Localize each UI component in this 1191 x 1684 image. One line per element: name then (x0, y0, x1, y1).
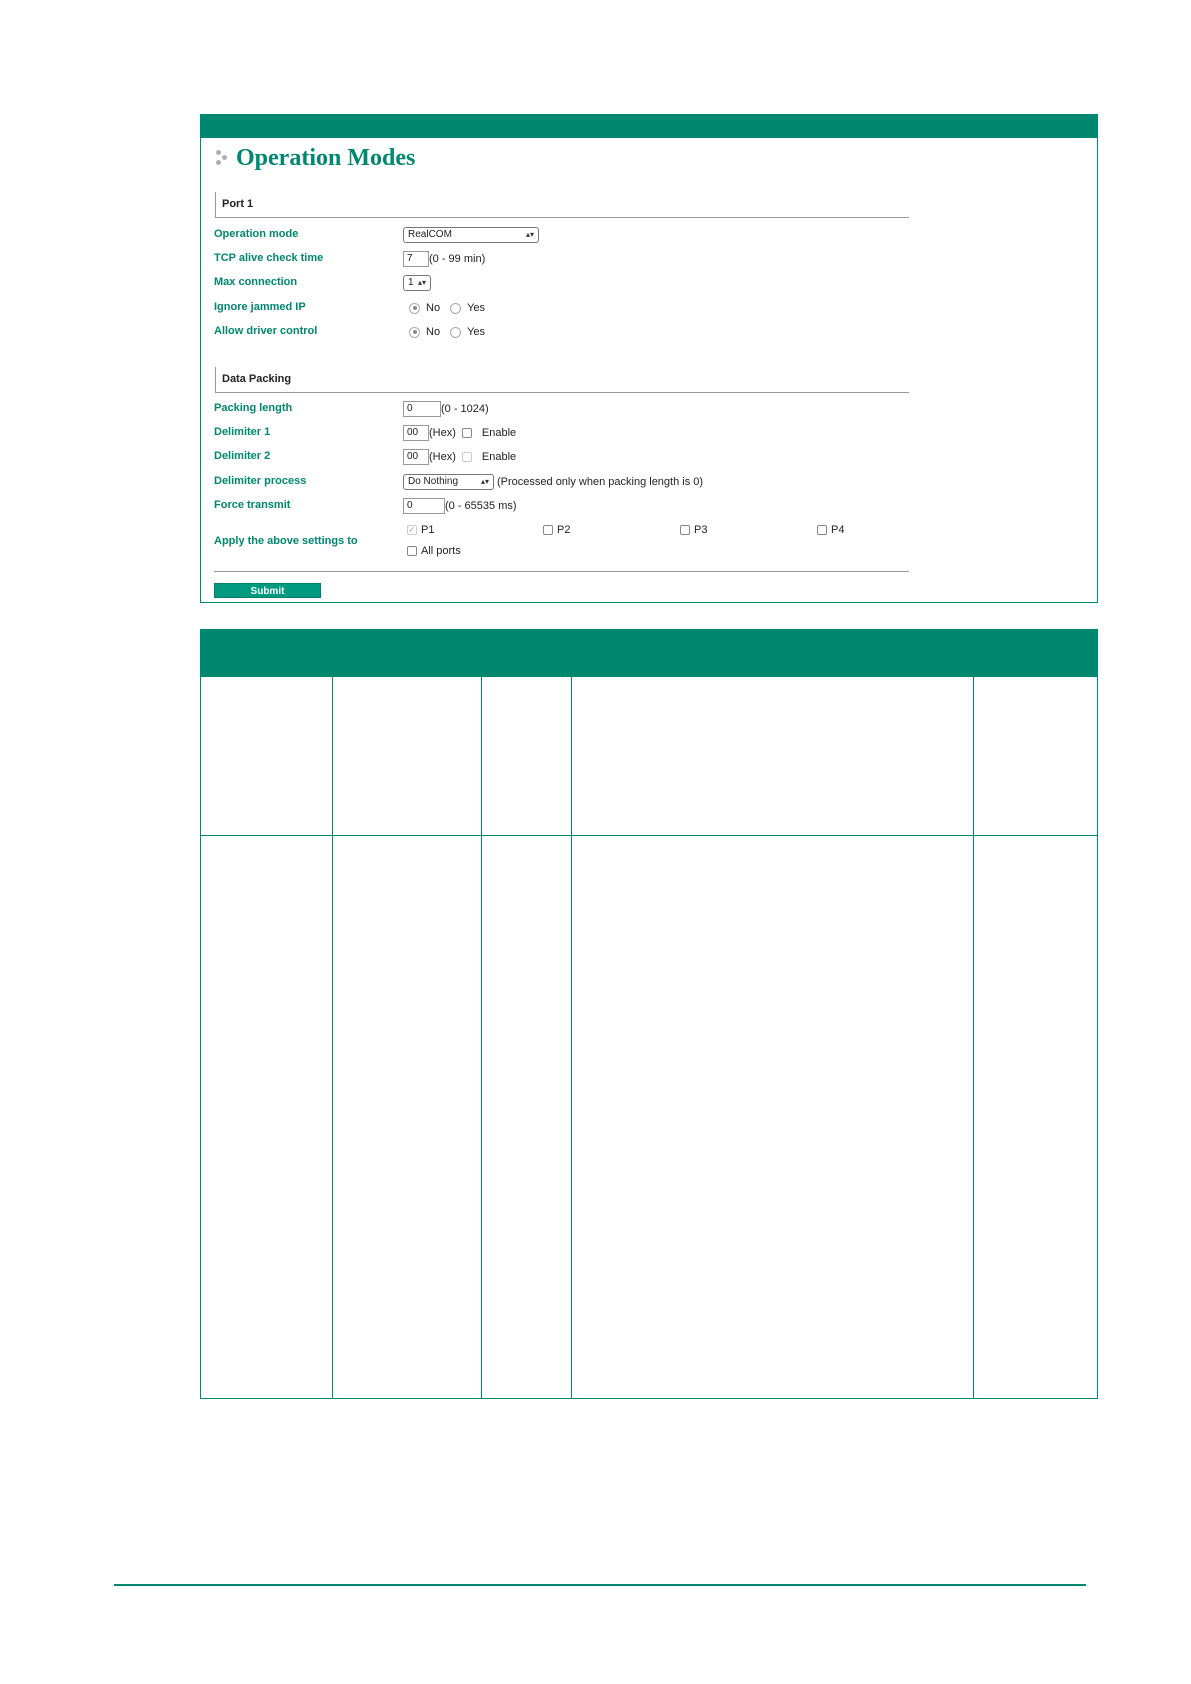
page-title-text: Operation Modes (236, 144, 416, 171)
page-title (216, 140, 415, 176)
delimiter-process-label: Delimiter process (214, 475, 307, 487)
max-connection-value: 1 (408, 277, 414, 288)
all-ports[interactable] (407, 543, 461, 559)
p3-label: P3 (694, 524, 708, 536)
column-divider (571, 630, 572, 1398)
row-packing-length (214, 399, 914, 419)
row-force-transmit (214, 496, 914, 516)
all-ports-checkbox[interactable] (407, 546, 417, 556)
section-data-packing-label: Data Packing (222, 373, 292, 385)
row-divider (201, 835, 1097, 836)
ignore-jammed-ip-no-label: No (426, 302, 441, 314)
tcp-alive-hint: (0 - 99 min) (429, 253, 486, 265)
description-table (200, 629, 1098, 1399)
port-p1[interactable] (407, 522, 434, 538)
delimiter-2-enable-label: Enable (481, 451, 517, 463)
port-p3[interactable] (680, 522, 707, 538)
dots-icon (216, 148, 232, 168)
updown-arrow-icon: ▴▾ (417, 278, 426, 287)
p2-checkbox[interactable] (543, 525, 553, 535)
ignore-jammed-ip-label: Ignore jammed IP (214, 301, 306, 313)
max-connection-label: Max connection (214, 276, 298, 288)
force-transmit-input[interactable]: 0 (403, 498, 445, 514)
all-ports-label: All ports (421, 545, 461, 557)
packing-length-label: Packing length (214, 402, 293, 414)
section-port-label: Port 1 (222, 198, 254, 210)
force-transmit-label: Force transmit (214, 499, 291, 511)
ignore-jammed-ip-yes-radio[interactable] (450, 303, 461, 314)
submit-button[interactable]: Submit (214, 583, 321, 598)
column-divider (973, 630, 974, 1398)
port-p2[interactable] (543, 522, 570, 538)
allow-driver-control-yes-radio[interactable] (450, 327, 461, 338)
p1-label: P1 (421, 524, 435, 536)
row-ignore-jammed-ip (214, 298, 914, 318)
footer-rule (114, 1584, 1086, 1586)
allow-driver-control-no-radio[interactable] (409, 327, 420, 338)
section-port (215, 192, 909, 218)
p1-checkbox[interactable]: ✓ (408, 525, 416, 534)
delimiter-2-label: Delimiter 2 (214, 450, 271, 462)
section-data-packing (215, 367, 909, 393)
updown-arrow-icon: ▴▾ (480, 477, 489, 486)
max-connection-select[interactable] (403, 275, 431, 291)
form-divider (214, 571, 909, 572)
updown-arrow-icon: ▴▾ (525, 230, 534, 239)
p4-checkbox[interactable] (817, 525, 827, 535)
column-divider (332, 630, 333, 1398)
row-delimiter-1 (214, 423, 914, 443)
delimiter-1-unit: (Hex) (429, 427, 456, 439)
row-delimiter-process (214, 472, 914, 492)
row-allow-driver-control (214, 322, 914, 342)
port-p4[interactable] (817, 522, 844, 538)
delimiter-2-unit: (Hex) (429, 451, 456, 463)
p2-label: P2 (557, 524, 571, 536)
delimiter-process-hint: (Processed only when packing length is 0) (497, 476, 704, 488)
delimiter-1-enable-checkbox[interactable] (462, 428, 472, 438)
row-operation-mode (214, 225, 914, 245)
packing-length-input[interactable]: 0 (403, 401, 441, 417)
allow-driver-control-label: Allow driver control (214, 325, 318, 337)
tcp-alive-input[interactable]: 7 (403, 251, 429, 267)
delimiter-1-label: Delimiter 1 (214, 426, 271, 438)
row-max-connection (214, 273, 914, 293)
operation-mode-value: RealCOM (408, 229, 452, 240)
allow-driver-control-yes-label: Yes (467, 326, 486, 338)
panel-header-bar (201, 115, 1097, 138)
ignore-jammed-ip-no-radio[interactable] (409, 303, 420, 314)
allow-driver-control-no-label: No (426, 326, 441, 338)
delimiter-process-value: Do Nothing (408, 476, 459, 487)
tcp-alive-label: TCP alive check time (214, 252, 324, 264)
column-divider (481, 630, 482, 1398)
operation-mode-select[interactable] (403, 227, 539, 243)
ignore-jammed-ip-yes-label: Yes (467, 302, 486, 314)
row-delimiter-2 (214, 447, 914, 467)
table-header (201, 630, 1097, 677)
force-transmit-hint: (0 - 65535 ms) (445, 500, 517, 512)
operation-modes-panel (200, 114, 1098, 603)
delimiter-2-enable-checkbox[interactable] (462, 452, 472, 462)
p3-checkbox[interactable] (680, 525, 690, 535)
operation-mode-label: Operation mode (214, 228, 299, 240)
packing-length-hint: (0 - 1024) (441, 403, 489, 415)
row-tcp-alive (214, 249, 914, 269)
delimiter-1-enable-label: Enable (481, 427, 517, 439)
p4-label: P4 (831, 524, 845, 536)
delimiter-1-input[interactable]: 00 (403, 425, 429, 441)
delimiter-2-input[interactable]: 00 (403, 449, 429, 465)
delimiter-process-select[interactable] (403, 474, 494, 490)
apply-to-label: Apply the above settings to (214, 535, 358, 547)
